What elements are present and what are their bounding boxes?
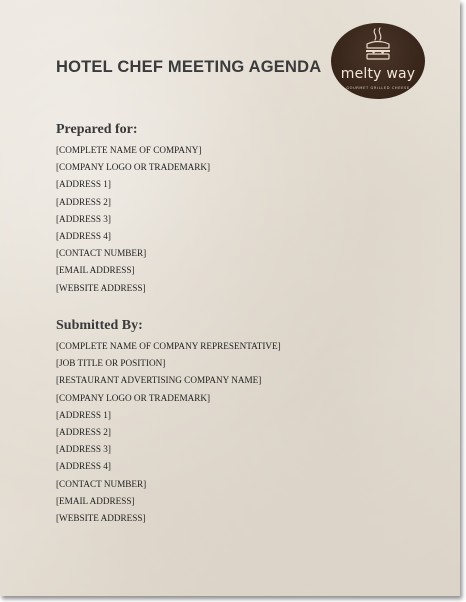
submitted-by-heading: Submitted By: — [56, 318, 143, 333]
logo-tagline: GOURMET GRILLED CHEESE — [346, 86, 410, 90]
list-item: [ADDRESS 1] — [56, 179, 111, 190]
submitted-by-list — [56, 338, 281, 527]
company-logo — [331, 23, 425, 99]
list-item: [COMPANY LOGO OR TRADEMARK] — [56, 162, 211, 173]
list-item: [ADDRESS 2] — [56, 196, 111, 207]
list-item: [ADDRESS 4] — [56, 461, 111, 472]
document-title: HOTEL CHEF MEETING AGENDA — [56, 58, 322, 76]
list-item: [ADDRESS 3] — [56, 444, 111, 455]
list-item: [COMPLETE NAME OF COMPANY REPRESENTATIVE] — [56, 341, 281, 351]
list-item: [ADDRESS 2] — [56, 426, 111, 437]
list-item: [CONTACT NUMBER] — [56, 248, 147, 259]
list-item: [ADDRESS 3] — [56, 213, 111, 224]
list-item: [CONTACT NUMBER] — [56, 478, 147, 489]
list-item: [EMAIL ADDRESS] — [56, 265, 135, 276]
list-item: [JOB TITLE OR POSITION] — [56, 358, 166, 369]
list-item: [EMAIL ADDRESS] — [56, 495, 135, 506]
list-item: [COMPLETE NAME OF COMPANY] — [56, 145, 202, 155]
prepared-for-heading: Prepared for: — [56, 122, 138, 137]
logo-name: melty way — [340, 66, 416, 82]
list-item: [ADDRESS 4] — [56, 230, 111, 241]
list-item: [RESTAURANT ADVERTISING COMPANY NAME] — [56, 375, 262, 386]
list-item: [WEBSITE ADDRESS] — [56, 512, 146, 523]
prepared-for-list — [56, 142, 210, 297]
list-item: [COMPANY LOGO OR TRADEMARK] — [56, 392, 211, 403]
list-item: [ADDRESS 1] — [56, 409, 111, 420]
list-item: [WEBSITE ADDRESS] — [56, 282, 146, 293]
